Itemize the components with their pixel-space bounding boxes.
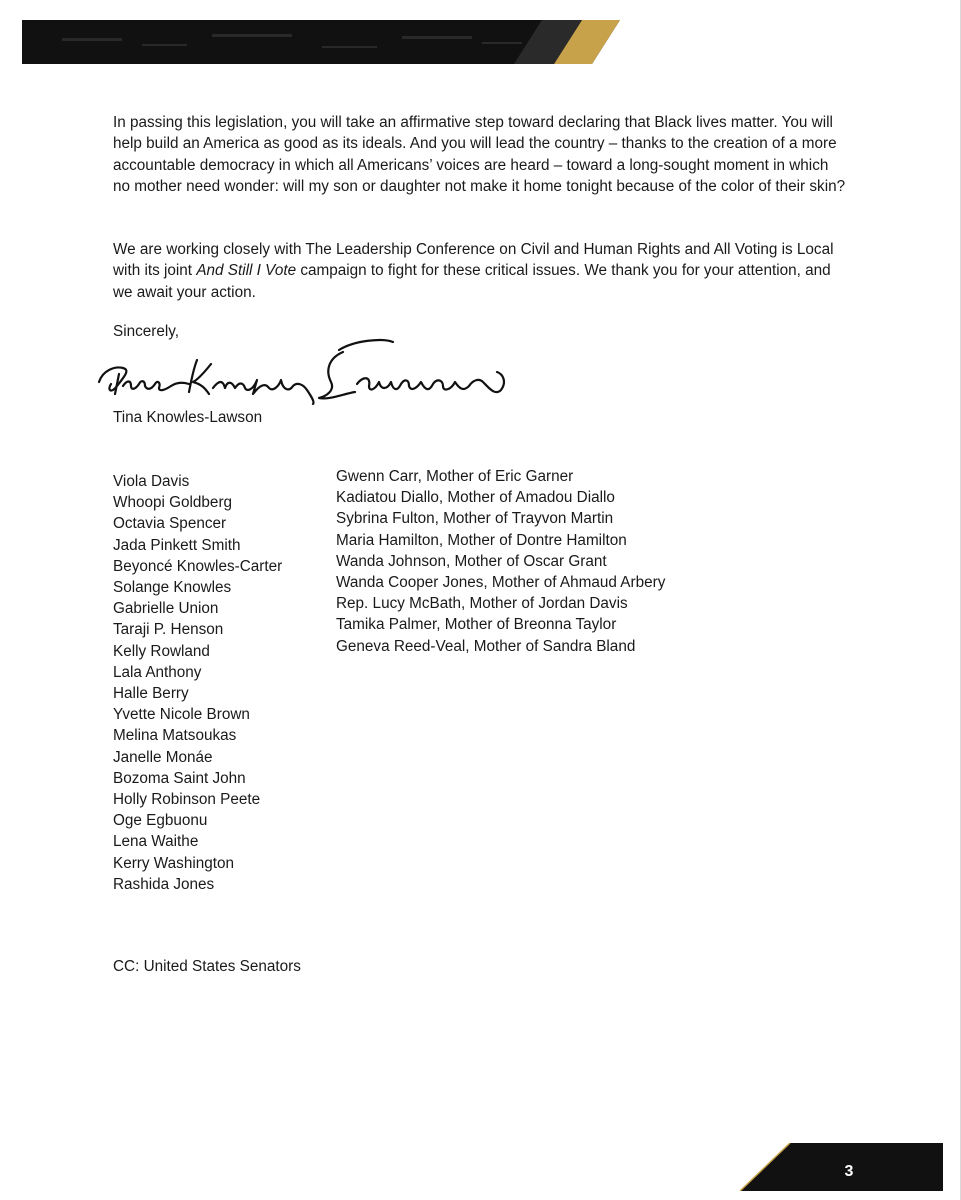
signatory-mother: Rep. Lucy McBath, Mother of Jordan Davis <box>336 595 628 613</box>
closing-salutation: Sincerely, <box>113 323 180 340</box>
header-band <box>22 20 620 64</box>
signer-name: Tina Knowles-Lawson <box>113 409 263 426</box>
signatory-name: Lena Waithe <box>113 833 199 851</box>
signatory-name: Octavia Spencer <box>113 515 227 533</box>
signatory-mother: Kadiatou Diallo, Mother of Amadou Diallo <box>336 489 615 507</box>
signatory-name: Solange Knowles <box>113 579 232 597</box>
signatory-name: Bozoma Saint John <box>113 769 246 787</box>
signatory-name: Taraji P. Henson <box>113 621 224 639</box>
signatory-name: Viola Davis <box>113 473 190 490</box>
paragraph-campaign-tail: campaign to fight for these critical issues. We thank you for your attention, and we await your action. <box>113 262 831 301</box>
signatory-name: Rashida Jones <box>113 875 215 893</box>
signatory-mother: Tamika Palmer, Mother of Breonna Taylor <box>336 616 617 634</box>
signatory-name: Holly Robinson Peete <box>113 791 261 809</box>
page-number: 3 <box>844 1163 854 1180</box>
signatories-left-list <box>113 471 282 895</box>
paragraph-campaign <box>113 239 849 303</box>
signatory-mother: Geneva Reed-Veal, Mother of Sandra Bland <box>336 637 636 655</box>
signatory-name: Oge Egbuonu <box>113 812 208 830</box>
signatory-mother: Wanda Johnson, Mother of Oscar Grant <box>336 552 607 570</box>
campaign-name: And Still I Vote <box>196 262 297 280</box>
paragraph-campaign-lead: We are working closely with The Leadership Conference on Civil and Human Rights and All Voting is Local with its joint <box>113 241 834 280</box>
paragraph-legislation: In passing this legislation, you will take an affirmative step toward declaring that Black lives matter. You will help build an America as good as its ideals. And you will lead the country – thanks to the creation of a more accountable democracy in which all Americans’ voices are heard – toward a long-sought moment in which no mother need wonder: will my son or daughter not make it home tonight because of the color of their skin? <box>113 114 846 195</box>
signatory-name: Jada Pinkett Smith <box>113 536 241 554</box>
signatory-name: Melina Matsoukas <box>113 727 237 745</box>
signatory-name: Yvette Nicole Brown <box>113 706 250 724</box>
signatory-name: Whoopi Goldberg <box>113 494 233 512</box>
handwritten-signature <box>93 330 513 406</box>
signatory-name: Beyoncé Knowles-Carter <box>113 557 283 575</box>
signatories-mothers-list <box>336 466 665 657</box>
signatory-name: Lala Anthony <box>113 663 202 681</box>
signatory-name: Janelle Monáe <box>113 748 213 766</box>
signatory-name: Kerry Washington <box>113 854 235 872</box>
cc-line: CC: United States Senators <box>113 958 301 975</box>
signatory-mother: Maria Hamilton, Mother of Dontre Hamilton <box>336 531 627 549</box>
signatory-name: Kelly Rowland <box>113 642 210 660</box>
signatory-mother: Wanda Cooper Jones, Mother of Ahmaud Arbery <box>336 574 666 592</box>
signatory-name: Gabrielle Union <box>113 600 219 618</box>
signatory-mother: Gwenn Carr, Mother of Eric Garner <box>336 468 574 485</box>
signatory-name: Halle Berry <box>113 685 189 703</box>
signatory-mother: Sybrina Fulton, Mother of Trayvon Martin <box>336 510 614 528</box>
